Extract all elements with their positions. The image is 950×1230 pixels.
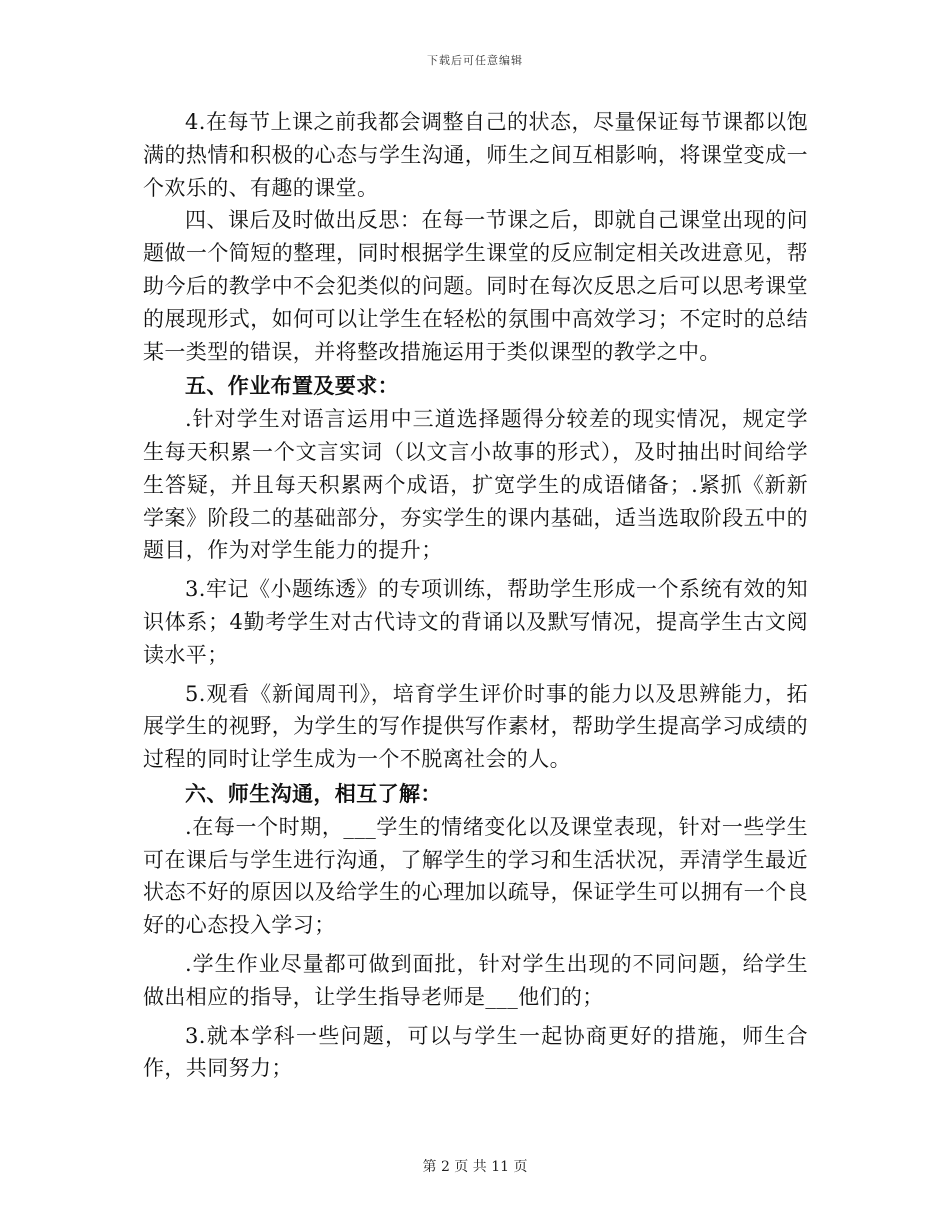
page-header: 下载后可任意编辑 xyxy=(427,54,523,67)
paragraph-homework-1: .针对学生对语言运用中三道选择题得分较差的现实情况，规定学生每天积累一个文言实词（以文言小故事的形式），及时抽出时间给学生答疑，并且每天积累两个成语，扩宽学生的成语储备；.紧抓《新新学案》阶段二的基础部分，夯实学生的课内基础，适当选取阶段五中的题目，作为对学生能力的提升； xyxy=(143,407,808,563)
paragraph-item-4: 4.在每节上课之前我都会调整自己的状态，尽量保证每节课都以饱满的热情和积极的心态与学生沟通，师生之间互相影响，将课堂变成一个欢乐的、有趣的课堂。 xyxy=(143,110,808,200)
paragraph-communication-2: .学生作业尽量都可做到面批，针对学生出现的不同问题，给学生做出相应的指导，让学生指导老师是___他们的； xyxy=(143,951,808,1009)
paragraph-communication-3: 3.就本学科一些问题，可以与学生一起协商更好的措施，师生合作，共同努力； xyxy=(143,1023,808,1081)
section-heading-homework: 五、作业布置及要求： xyxy=(185,373,399,399)
paragraph-homework-3: 3.牢记《小题练透》的专项训练，帮助学生形成一个系统有效的知识体系；4勤考学生对古代诗文的背诵以及默写情况，提高学生古文阅读水平； xyxy=(143,577,808,667)
paragraph-homework-5: 5.观看《新闻周刊》，培育学生评价时事的能力以及思辨能力，拓展学生的视野，为学生的写作提供写作素材，帮助学生提高学习成绩的过程的同时让学生成为一个不脱离社会的人。 xyxy=(143,681,808,772)
paragraph-communication-1: .在每一个时期，___学生的情绪变化以及课堂表现，针对一些学生可在课后与学生进行沟通，了解学生的学习和生活状况，弄清学生最近状态不好的原因以及给学生的心理加以疏导，保证学生可以拥有一个良好的心态投入学习； xyxy=(143,814,808,938)
document-body xyxy=(143,106,808,1085)
section-heading-communication: 六、师生沟通，相互了解： xyxy=(185,780,442,806)
page-footer: 第 2 页 共 11 页 xyxy=(422,1159,528,1175)
paragraph-section-4-reflection: 四、课后及时做出反思：在每一节课之后，即就自己课堂出现的问题做一个简短的整理，同时根据学生课堂的反应制定相关改进意见，帮助今后的教学中不会犯类似的问题。同时在每次反思之后可以思考课堂的展现形式，如何可以让学生在轻松的氛围中高效学习；不定时的总结某一类型的错误，并将整改措施运用于类似课型的教学之中。 xyxy=(143,208,808,364)
